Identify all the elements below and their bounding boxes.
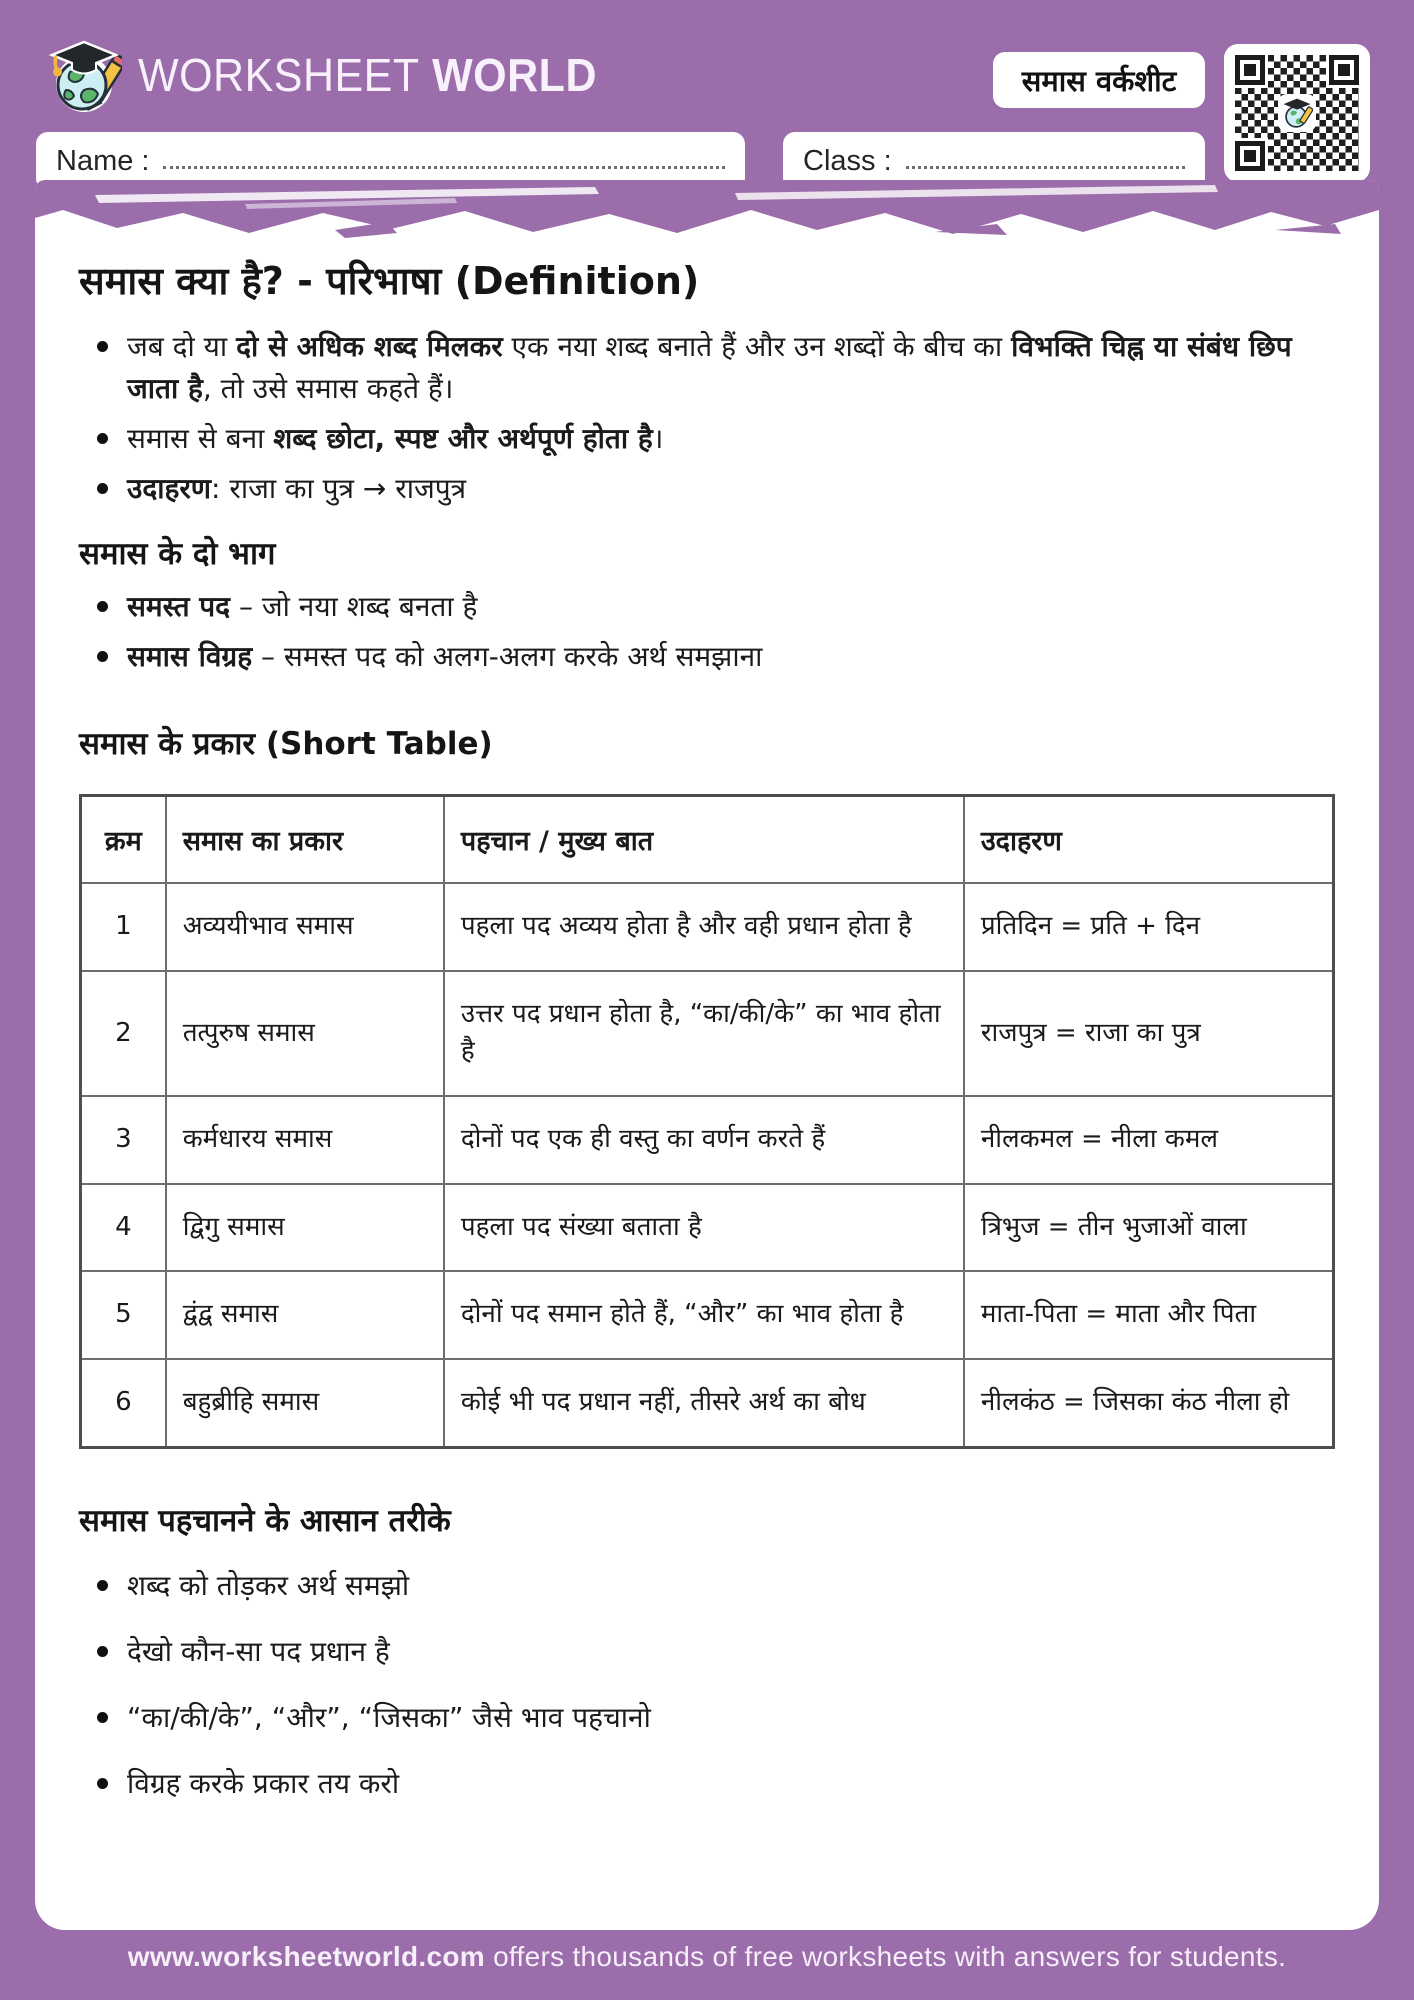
table-cell: दोनों पद समान होते हैं, “और” का भाव होता है [444,1271,964,1359]
header-logo [46,38,597,114]
section-heading-tips: समास पहचानने के आसान तरीके [79,1502,451,1539]
table-cell: पहला पद संख्या बताता है [444,1184,964,1272]
table-row [81,1271,1334,1359]
table-cell: 6 [81,1359,166,1447]
col-header: पहचान / मुख्य बात [444,796,964,884]
list-item: जब दो या दो से अधिक शब्द मिलकर एक नया शब्द बनाते हैं और उन शब्दों के बीच का विभक्ति चिह्न या संबंध छिप जाता है, तो उसे समास कहते हैं। [79,326,1335,410]
col-header: समास का प्रकार [166,796,444,884]
section-heading-parts: समास के दो भाग [79,536,276,572]
intro-list [79,326,1335,510]
class-fill-line[interactable] [906,166,1185,169]
table-cell: 5 [81,1271,166,1359]
table-cell: प्रतिदिन = प्रति + दिन [964,883,1334,971]
tip-item: देखो कौन-सा पद प्रधान है [79,1631,1335,1673]
samas-types-table [79,794,1335,1449]
section-heading-table: समास के प्रकार (Short Table) [79,726,493,762]
col-header: क्रम [81,796,166,884]
table-cell: 2 [81,971,166,1096]
tips-list [79,1565,1335,1805]
name-label: Name : [56,144,150,177]
worksheet-title-badge: समास वर्कशीट [993,52,1205,108]
class-label: Class : [803,144,892,177]
table-cell: तत्पुरुष समास [166,971,444,1096]
qr-finder-icon [1329,55,1359,85]
list-item: समस्त पद – जो नया शब्द बनता है [79,586,1335,628]
table-header-row [81,796,1334,884]
table-cell: अव्ययीभाव समास [166,883,444,971]
table-cell: राजपुत्र = राजा का पुत्र [964,971,1334,1096]
table-row [81,1096,1334,1184]
table-cell: उत्तर पद प्रधान होता है, “का/की/के” का भाव होता है [444,971,964,1096]
table-cell: नीलकमल = नीला कमल [964,1096,1334,1184]
table-cell: पहला पद अव्यय होता है और वही प्रधान होता है [444,883,964,971]
qr-code [1224,44,1370,182]
table-cell: द्वंद्व समास [166,1271,444,1359]
list-item: समास से बना शब्द छोटा, स्पष्ट और अर्थपूर्ण होता है। [79,418,1335,460]
list-item: उदाहरण: राजा का पुत्र → राजपुत्र [79,468,1335,510]
table-cell: माता-पिता = माता और पिता [964,1271,1334,1359]
tip-item: विग्रह करके प्रकार तय करो [79,1763,1335,1805]
qr-finder-icon [1235,141,1265,171]
table-cell: 3 [81,1096,166,1184]
qr-finder-icon [1235,55,1265,85]
parts-list [79,586,1335,678]
torn-paper-edge [35,180,1379,244]
table-cell: बहुब्रीहि समास [166,1359,444,1447]
table-row [81,883,1334,971]
table-row [81,971,1334,1096]
table-cell: कर्मधारय समास [166,1096,444,1184]
footer [0,1941,1414,1973]
footer-url: www.worksheetworld.com [127,1941,485,1972]
table-cell: 4 [81,1184,166,1272]
col-header: उदाहरण [964,796,1334,884]
content-sheet [35,180,1379,1930]
page-title: समास क्या है? - परिभाषा (Definition) [79,259,700,303]
name-fill-line[interactable] [163,166,725,169]
table-cell: त्रिभुज = तीन भुजाओं वाला [964,1184,1334,1272]
tip-item: “का/की/के”, “और”, “जिसका” जैसे भाव पहचानो [79,1697,1335,1739]
table-cell: कोई भी पद प्रधान नहीं, तीसरे अर्थ का बोध [444,1359,964,1447]
table-cell: दोनों पद एक ही वस्तु का वर्णन करते हैं [444,1096,964,1184]
logo-icon [46,38,122,114]
tip-item: शब्द को तोड़कर अर्थ समझो [79,1565,1335,1607]
table-row [81,1184,1334,1272]
footer-text: offers thousands of free worksheets with answers for students. [484,1941,1287,1972]
table-cell: द्विगु समास [166,1184,444,1272]
table-row [81,1359,1334,1447]
table-cell: 1 [81,883,166,971]
logo-text: WORKSHEET WORLD [138,49,597,102]
table-cell: नीलकंठ = जिसका कंठ नीला हो [964,1359,1334,1447]
sheet-content [35,180,1379,1930]
qr-center-logo-icon [1278,94,1316,132]
list-item: समास विग्रह – समस्त पद को अलग-अलग करके अर्थ समझाना [79,636,1335,678]
